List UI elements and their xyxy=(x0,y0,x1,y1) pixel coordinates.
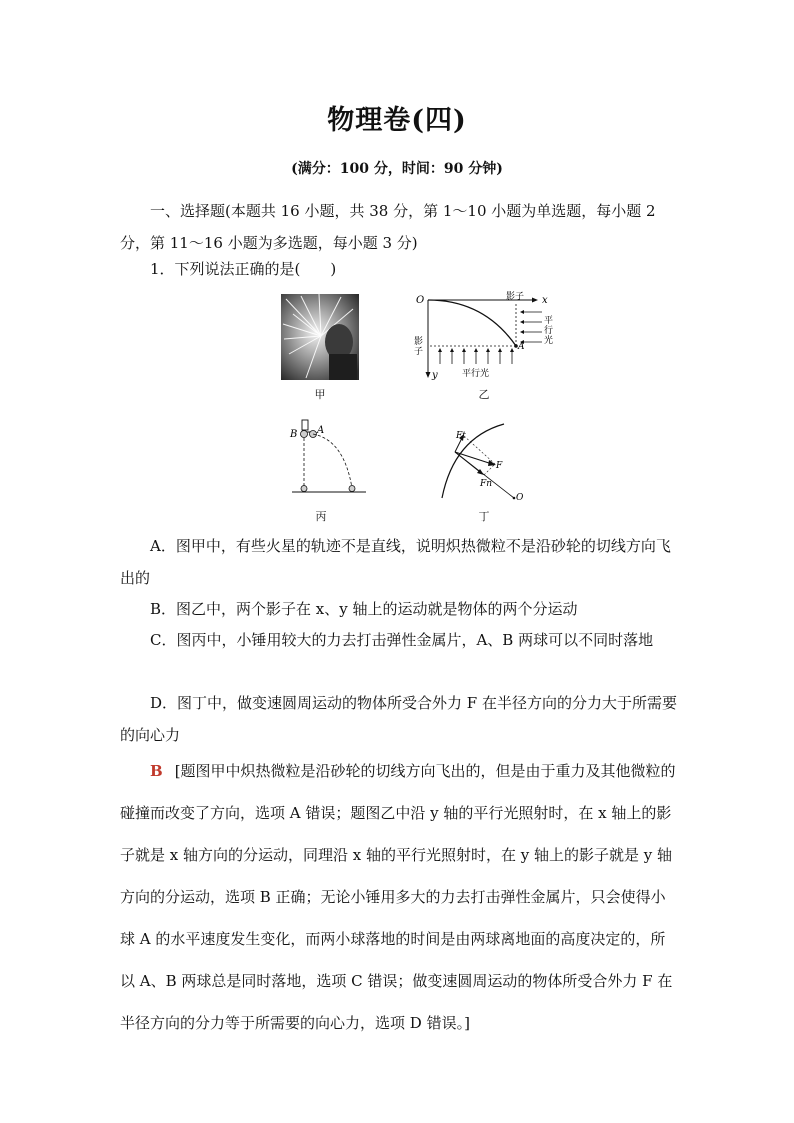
figure-jia-photo xyxy=(281,294,359,380)
figure-bing-caption: 丙 xyxy=(315,510,327,523)
yi-label-shadow-left-2: 子 xyxy=(414,347,424,357)
yi-label-o: O xyxy=(416,295,425,306)
option-c: C．图丙中，小锤用较大的力去打击弹性金属片，A、B 两球可以不同时落地 xyxy=(150,631,654,649)
yi-label-x: x xyxy=(542,295,548,306)
yi-label-shadow-top: 影子 xyxy=(506,292,525,302)
ding-label-ft: Ft xyxy=(456,431,466,441)
option-d: D．图丁中，做变速圆周运动的物体所受合外力 F 在半径方向的分力大于所需要的向心力 xyxy=(120,694,677,744)
bing-label-b: B xyxy=(290,429,298,440)
yi-label-parallel-bottom: 平行光 xyxy=(462,369,490,379)
figure-ding-diagram xyxy=(434,418,530,502)
option-a: A．图甲中，有些火星的轨迹不是直线，说明炽热微粒不是沿砂轮的切线方向飞出的 xyxy=(120,537,671,587)
score-time-line: (满分：100 分，时间：90 分钟) xyxy=(291,161,503,177)
answer-text: [题图甲中炽热微粒是沿砂轮的切线方向飞出的，但是由于重力及其他微粒的碰撞而改变了方向，选项 A 错误；题图乙中沿 y 轴的平行光照射时，在 x 轴上的影子就是 x 轴方向的分运动，同理沿 x 轴的平行光照射时，在 y 轴上的影子就是 y 轴方向的分运动，选项 B 正确；无论小锤用多大的力去打击弹性金属片，只会使得小球 A 的水平速度发生变化，而两小球落地的时间是由两球离地面的高度决定的，所以 A、B 两球总是同时落地，选项 C 错误；做变速圆周运动的物体所受合外力 F 在半径方向的分力等于所需要的向心力，选项 D 错误。] xyxy=(120,762,676,1032)
page-title: 物理卷(四) xyxy=(327,105,467,136)
answer-letter: B xyxy=(150,762,163,780)
ding-label-fn: Fn xyxy=(480,479,493,489)
figure-yi-caption: 乙 xyxy=(478,388,490,401)
yi-label-y: y xyxy=(432,370,438,381)
bing-label-a: A xyxy=(317,425,325,436)
figure-bing-diagram xyxy=(286,412,372,498)
option-b: B．图乙中，两个影子在 x、y 轴上的运动就是物体的两个分运动 xyxy=(150,600,578,618)
yi-label-parallel-right-2: 行 xyxy=(544,326,554,336)
question-1-stem: 1．下列说法正确的是( ) xyxy=(150,260,337,278)
yi-label-parallel-right-3: 光 xyxy=(544,336,554,346)
answer-explanation xyxy=(120,750,680,1044)
section-heading: 一、选择题(本题共 16 小题，共 38 分，第 1～10 小题为单选题，每小题 2 分，第 11～16 小题为多选题，每小题 3 分) xyxy=(120,202,656,252)
yi-label-parallel-right-1: 平 xyxy=(544,316,554,326)
ding-label-o: O xyxy=(516,493,524,502)
yi-label-a: A xyxy=(518,342,525,352)
figure-yi-diagram xyxy=(404,290,564,382)
yi-label-shadow-left-1: 影 xyxy=(414,337,424,347)
ding-label-f: F xyxy=(496,461,503,471)
figure-ding-caption: 丁 xyxy=(478,510,490,523)
figure-jia-caption: 甲 xyxy=(314,388,326,401)
